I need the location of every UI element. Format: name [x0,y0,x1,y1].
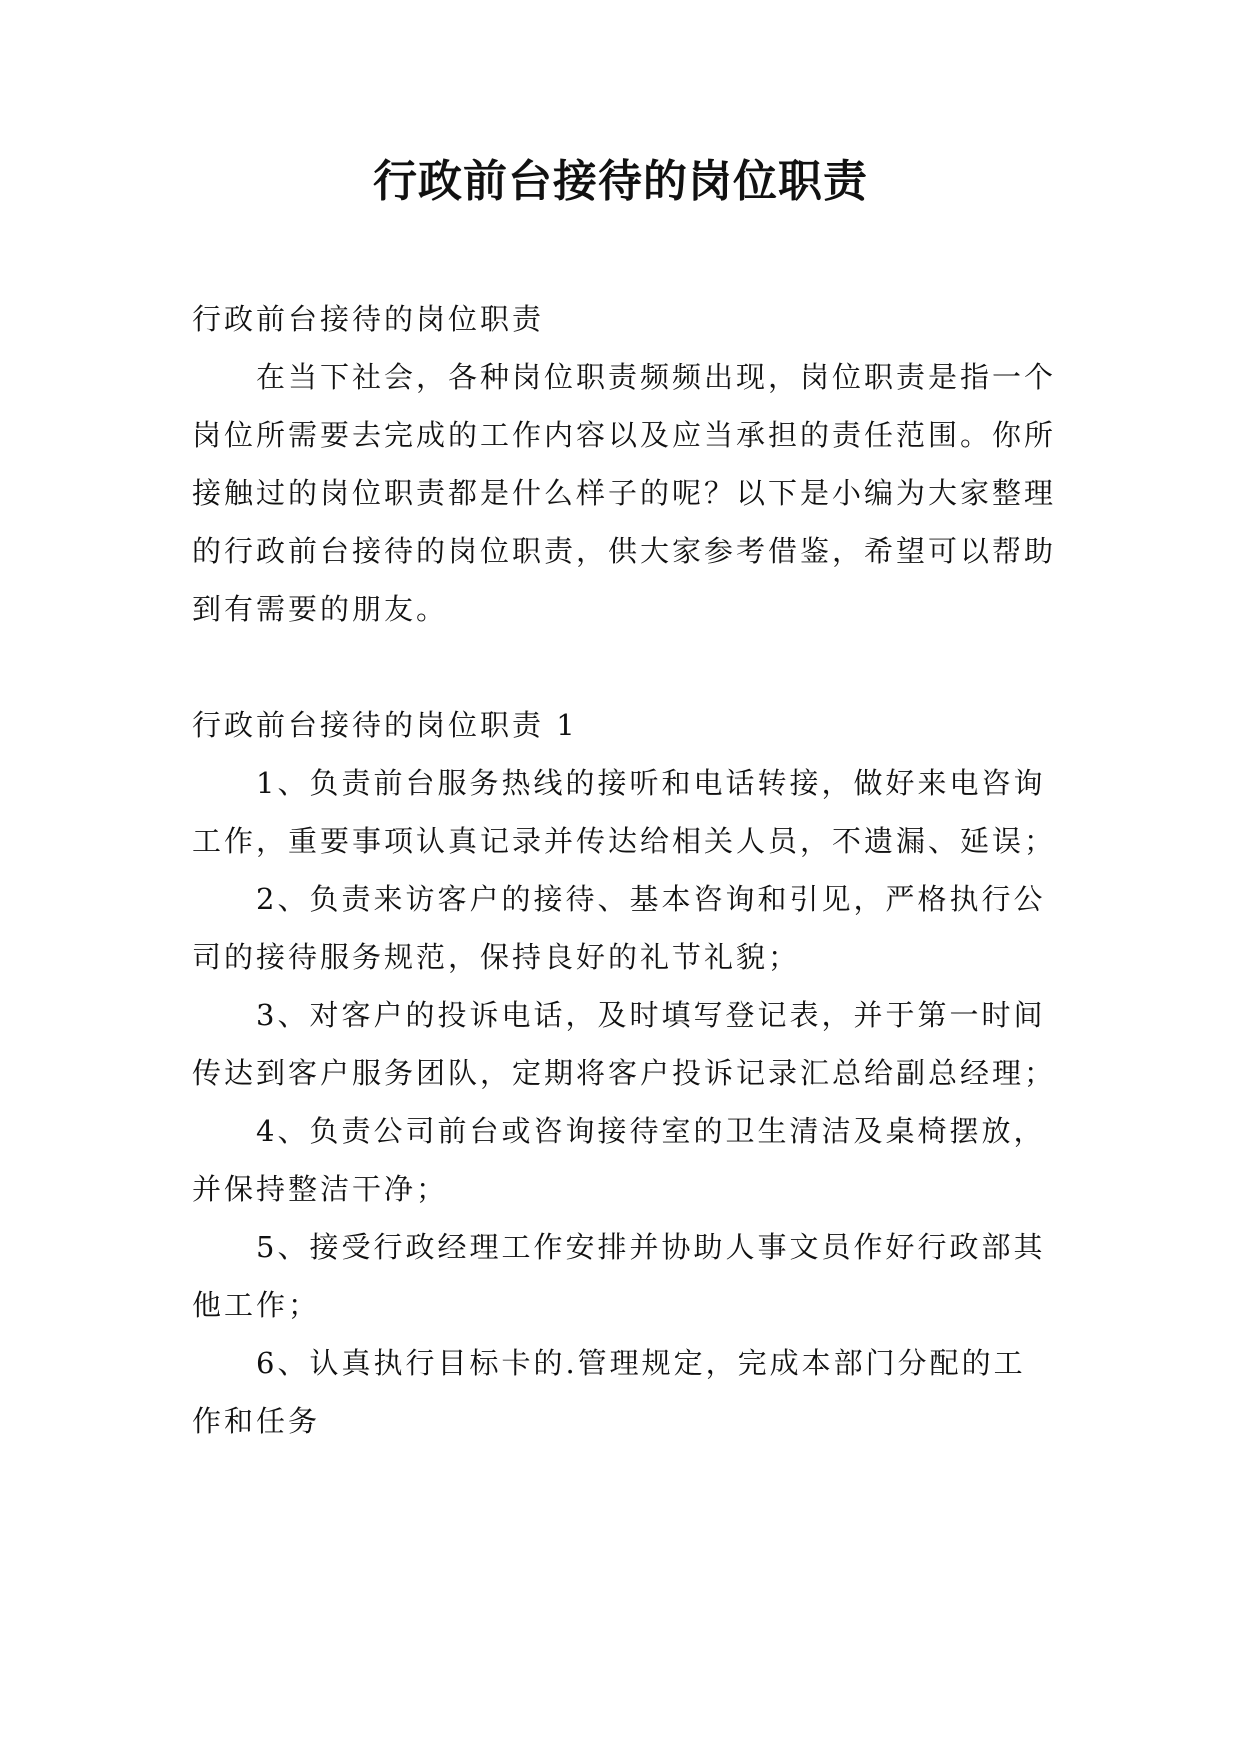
duty-item-1: 1、负责前台服务热线的接听和电话转接，做好来电咨询工作，重要事项认真记录并传达给相关人员，不遗漏、延误； [192,766,1057,858]
duty-item-4: 4、负责公司前台或咨询接待室的卫生清洁及桌椅摆放，并保持整洁干净； [192,1114,1046,1206]
paragraph-spacer [192,638,1057,696]
document-body [192,290,1057,1450]
duty-item-5: 5、接受行政经理工作安排并协助人事文员作好行政部其他工作； [192,1230,1046,1322]
duty-item-2: 2、负责来访客户的接待、基本咨询和引见，严格执行公司的接待服务规范，保持良好的礼节礼貌； [192,882,1046,974]
duty-item-6: 6、认真执行目标卡的.管理规定，完成本部门分配的工作和任务 [192,1346,1026,1438]
document-subtitle: 行政前台接待的岗位职责 [192,302,545,336]
section-heading: 行政前台接待的岗位职责 1 [192,708,578,742]
intro-paragraph: 在当下社会，各种岗位职责频频出现，岗位职责是指一个岗位所需要去完成的工作内容以及应当承担的责任范围。你所接触过的岗位职责都是什么样子的呢？以下是小编为大家整理的行政前台接待的岗位职责，供大家参考借鉴，希望可以帮助到有需要的朋友。 [192,360,1057,626]
duty-item-3: 3、对客户的投诉电话，及时填写登记表，并于第一时间传达到客户服务团队，定期将客户投诉记录汇总给副总经理； [192,998,1057,1090]
page-title: 行政前台接待的岗位职责 [373,156,868,207]
